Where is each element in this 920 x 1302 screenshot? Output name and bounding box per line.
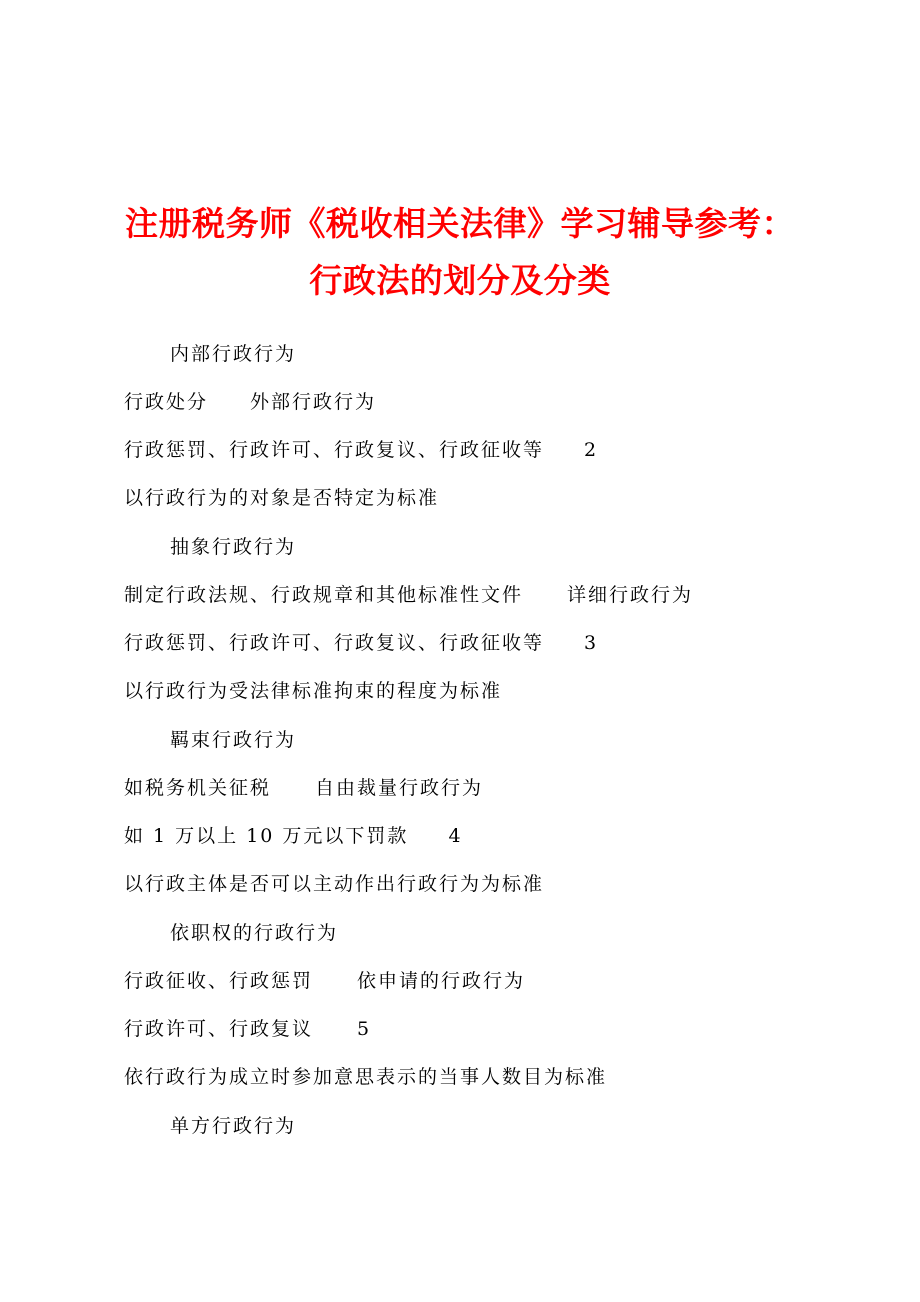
line-text-secondary: 详细行政行为 [567, 584, 694, 606]
text-line [124, 679, 502, 703]
text-line [170, 921, 338, 945]
line-text: 行政惩罚、行政许可、行政复议、行政征收等 [124, 632, 545, 654]
line-text: 以行政主体是否可以主动作出行政行为为标准 [124, 873, 545, 895]
line-text: 以行政行为受法律标准拘束的程度为标准 [124, 680, 503, 702]
line-text: 依职权的行政行为 [170, 922, 339, 944]
line-text-secondary: 外部行政行为 [250, 391, 377, 413]
line-text-secondary: 依申请的行政行为 [357, 970, 526, 992]
text-line [124, 631, 598, 655]
line-text: 以行政行为的对象是否特定为标准 [124, 487, 440, 509]
line-number: 2 [584, 439, 599, 461]
line-text: 抽象行政行为 [170, 536, 297, 558]
line-text-secondary: 自由裁量行政行为 [315, 777, 484, 799]
text-line [170, 535, 296, 559]
line-text: 羁束行政行为 [170, 729, 297, 751]
text-line [124, 390, 376, 414]
document-title-line-1: 注册税务师《税收相关法律》学习辅导参考： [125, 204, 795, 243]
line-number: 4 [448, 825, 463, 847]
text-line [124, 1017, 371, 1041]
line-text: 如 1 万以上 10 万元以下罚款 [124, 825, 409, 847]
line-number: 5 [357, 1018, 372, 1040]
line-text: 行政处分 [124, 391, 209, 413]
line-text: 内部行政行为 [170, 343, 297, 365]
text-line [124, 969, 525, 993]
line-text: 行政征收、行政惩罚 [124, 970, 314, 992]
line-text: 行政惩罚、行政许可、行政复议、行政征收等 [124, 439, 545, 461]
line-text: 行政许可、行政复议 [124, 1018, 314, 1040]
document-title-line-2: 行政法的划分及分类 [309, 261, 611, 300]
text-line [170, 728, 296, 752]
text-line [124, 583, 693, 607]
line-text: 如税务机关征税 [124, 777, 272, 799]
text-line [124, 776, 483, 800]
text-line [124, 824, 463, 848]
text-line [124, 438, 598, 462]
line-text: 依行政行为成立时参加意思表示的当事人数目为标准 [124, 1066, 608, 1088]
text-line [124, 872, 544, 896]
line-text: 制定行政法规、行政规章和其他标准性文件 [124, 584, 524, 606]
text-line [170, 342, 296, 366]
text-line [170, 1114, 296, 1138]
line-number: 3 [584, 632, 599, 654]
text-line [124, 1065, 607, 1089]
line-text: 单方行政行为 [170, 1115, 297, 1137]
text-line [124, 486, 439, 510]
